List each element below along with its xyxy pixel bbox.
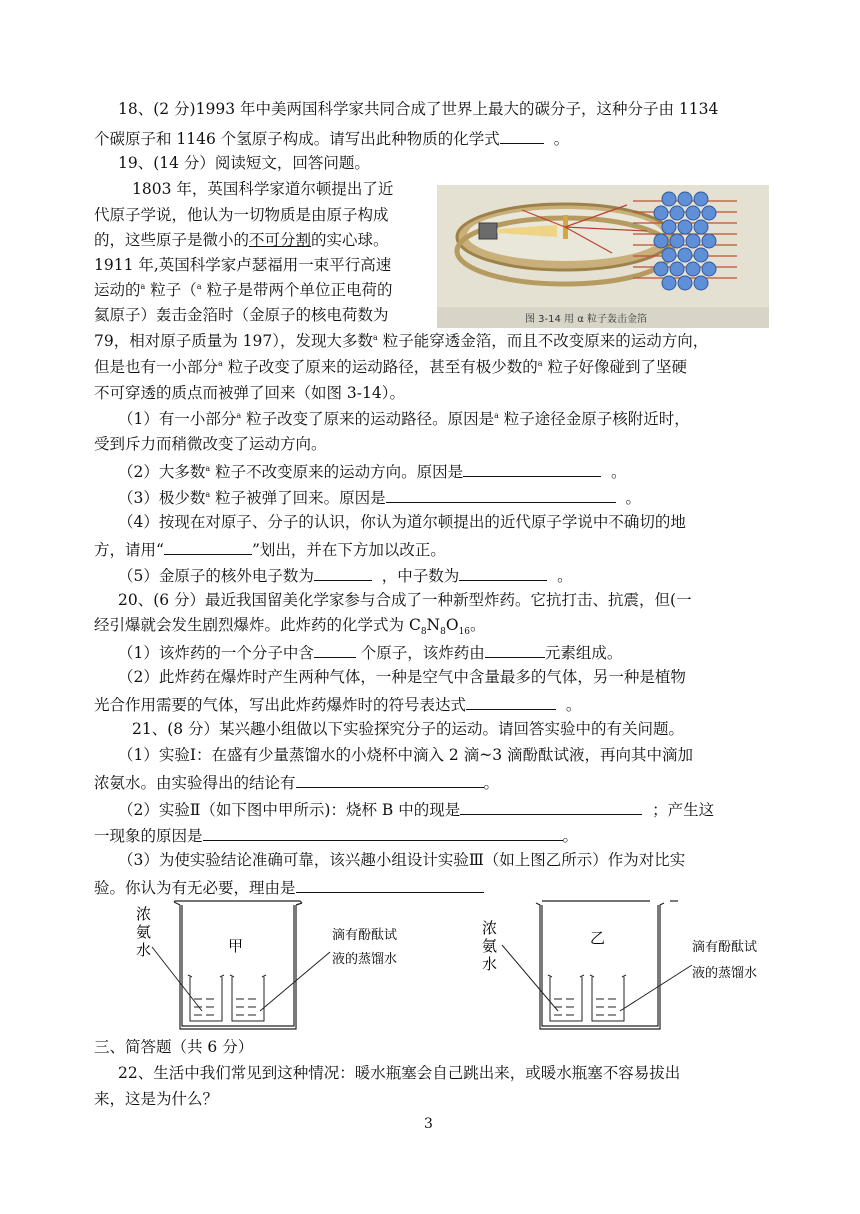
q19-sub5: （5）金原子的核外电子数为 ，中子数为 。 (118, 563, 573, 587)
experiment-figure (130, 897, 780, 1037)
q19-sub4-line1: （4）按现在对原子、分子的认识，你认为道尔顿提出的近代原子学说中不确切的地 (118, 513, 686, 531)
right-note-1: 滴有酚酞试 (692, 940, 758, 955)
q20-sub2-line1: （2）此炸药在爆炸时产生两种气体，一种是空气中含量最多的气体，另一种是植物 (118, 668, 686, 686)
q20-line1: 20、(6 分）最近我国留美化学家参与合成了一种新型炸药。它抗打击、抗震，但(一 (118, 591, 692, 609)
q19-para-line1: 1803 年，英国科学家道尔顿提出了近 (132, 180, 394, 198)
q21-reason-blank[interactable] (203, 823, 563, 841)
q19-title: 19、(14 分）阅读短文，回答问题。 (118, 154, 370, 172)
q19-sub1-line1: （1）有一小部分$^a$ 粒子改变了原来的运动路径。原因是$^a$ 粒子途径金原子核附近时， (118, 410, 690, 428)
q20-elements-blank[interactable] (485, 640, 545, 658)
beaker-left-b (230, 975, 266, 1021)
right-label-3: 水 (482, 955, 498, 973)
left-note-2: 液的蒸馏水 (332, 952, 398, 967)
q18-line1: 18、(2 分)1993 年中美两国科学家共同合成了世界上最大的碳分子，这种分子由 1134 (118, 100, 719, 118)
q18-answer-blank[interactable] (500, 126, 544, 144)
q21-conclusion-blank[interactable] (296, 770, 484, 788)
q19-sub2: （2）大多数$^a$ 粒子不改变原来的运动方向。原因是 。 (118, 459, 626, 483)
left-label-3: 水 (136, 941, 152, 959)
q21-sub3-line1: （3）为使实验结论准确可靠，该兴趣小组设计实验Ⅲ（如上图乙所示）作为对比实 (118, 851, 686, 869)
q20-equation-blank[interactable] (466, 692, 556, 710)
q20-atoms-blank[interactable] (314, 640, 356, 658)
q19-para-line6: 氦原子）轰击金箔时（金原子的核电荷数为 (94, 306, 389, 324)
q19-sub2-blank[interactable] (463, 459, 601, 477)
left-note-1: 滴有酚酞试 (332, 928, 398, 943)
q19-electron-blank[interactable] (314, 563, 372, 581)
q20-sub2-line2: 光合作用需要的气体，写出此炸药爆炸时的符号表达式 。 (94, 692, 581, 716)
left-label-2: 氨 (136, 923, 152, 941)
right-title: 乙 (590, 929, 606, 947)
q19-sub3-blank[interactable] (386, 485, 616, 503)
q19-para-line4: 1911 年,英国科学家卢瑟福用一束平行高速 (94, 256, 392, 274)
q21-sub1-line1: （1）实验Ⅰ：在盛有少量蒸馏水的小烧杯中滴入 2 滴~3 滴酚酞试液，再向其中滴加 (118, 746, 693, 764)
q21-phenomenon-blank[interactable] (460, 797, 642, 815)
q19-para-line9: 不可穿透的质点而被弹了回来（如图 3-14）。 (94, 384, 406, 402)
q19-sub4-mark (164, 537, 252, 555)
q21-sub2-line1: （2）实验Ⅱ（如下图中甲所示)：烧杯 B 中的现是 ；产生这 (118, 797, 714, 821)
q19-para-line8: 但是也有一小部分$^a$ 粒子改变了原来的运动路径，甚至有极少数的$^a$ 粒子好像碰到了坚硬 (94, 358, 687, 376)
figure-caption: 图 3-14 用 α 粒子轰击金箔 (525, 314, 648, 325)
q19-para-line7: 79，相对原子质量为 197），发现大多数$^a$ 粒子能穿透金箔，而且不改变原来的运动方向， (94, 332, 709, 350)
q21-sub1-line2: 浓氨水。由实验得出的结论有 。 (94, 770, 499, 794)
q18-line2: 个碳原子和 1146 个氢原子构成。请写出此种物质的化学式 。 (94, 126, 569, 150)
q19-para-line2: 代原子学说，他认为一切物质是由原子构成 (94, 206, 389, 224)
beaker-right-a (548, 975, 584, 1021)
right-label-2: 氨 (482, 937, 498, 955)
left-label-1: 浓 (136, 905, 152, 923)
q20-sub1: （1）该炸药的一个分子中含 个原子，该炸药由 元素组成。 (118, 640, 622, 664)
explosive-formula: $C_8N_8O_{16}$ (408, 616, 471, 638)
left-title: 甲 (228, 937, 244, 955)
q19-neutron-blank[interactable] (459, 563, 547, 581)
q21-title: 21、(8 分）某兴趣小组做以下实验探究分子的运动。请回答实验中的有关问题。 (132, 720, 685, 738)
q21-sub3-line2: 验。你认为有无必要，理由是 (94, 875, 484, 899)
right-note-2: 液的蒸馏水 (692, 966, 758, 981)
q22-line2: 来，这是为什么？ (94, 1090, 219, 1108)
q19-sub4-line2: 方，请用“ ”划出，并在下方加以改正。 (94, 537, 446, 561)
page-number: 3 (424, 1116, 433, 1132)
section3-title: 三、简答题（共 6 分） (94, 1038, 254, 1056)
q21-necessity-blank[interactable] (296, 875, 484, 893)
beaker-left-a (188, 975, 224, 1021)
q22-line1: 22、生活中我们常见到这种情况：暖水瓶塞会自己跳出来，或暖水瓶塞不容易拔出 (118, 1064, 681, 1082)
q19-para-line5: 运动的$^a$ 粒子（$^a$ 粒子是带两个单位正电荷的 (94, 281, 393, 299)
q19-sub3: （3）极少数$^a$ 粒子被弹了回来。原因是 。 (118, 485, 641, 509)
right-label-1: 浓 (482, 919, 498, 937)
bell-jar-jia (174, 901, 302, 1029)
q20-line2: 经引爆就会发生剧烈爆炸。此炸药的化学式为 $C_8N_8O_{16}$。 (94, 616, 486, 638)
q19-para-line3: 的，这些原子是微小的不可分割的实心球。 (94, 231, 389, 249)
underlined-phrase: 不可分割 (249, 231, 312, 249)
q21-sub2-line2: 一现象的原因是 。 (94, 823, 578, 847)
q19-sub1-line2: 受到斥力而稍微改变了运动方向。 (94, 435, 327, 453)
beaker-right-b (590, 975, 626, 1021)
alpha-scattering-photo (437, 185, 769, 328)
